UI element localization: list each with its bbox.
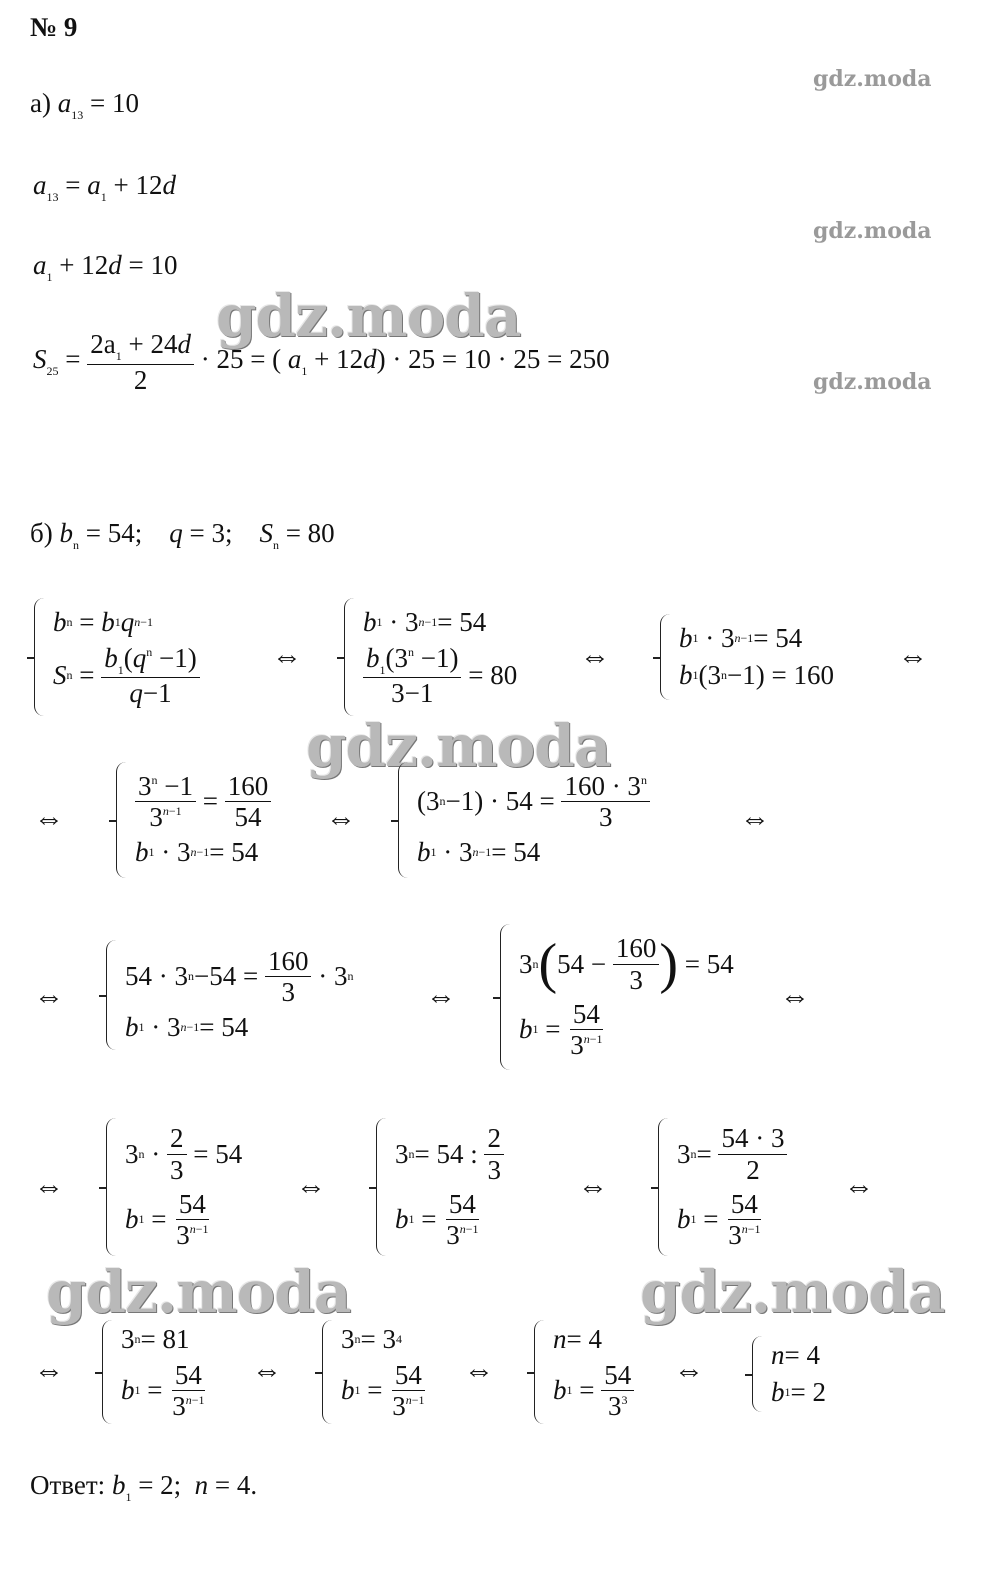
system-2: b 1 · 3 n−1 = 54 $\frac{b_1(3^n -1)}{3-1}$ = 80 xyxy=(344,598,517,716)
system-6: 54 · 3 n −54 = $\frac{160}{3}$ · 3 n b 1 · 3 n−1 = 54 xyxy=(106,940,353,1050)
equiv-6: ⇔ xyxy=(740,802,770,835)
given-sn: = 80 xyxy=(285,518,335,548)
system-4: $\frac{3^n -1}{3^{n-1}}$ = $\frac{160}{54}$ b 1 · 3 n−1 = 54 xyxy=(116,762,271,878)
system-11: 3 n = 81 b 1 = $\frac{54}{3^{n-1}}$ xyxy=(102,1320,208,1424)
answer-label: Ответ: xyxy=(30,1470,106,1500)
system-5: (3 n −1) · 54 = $\frac{160 \cdot 3^n}{3}$ b 1 · 3 n−1 = 54 xyxy=(398,762,650,878)
equiv-9: ⇔ xyxy=(780,980,810,1013)
sum-den: 2 xyxy=(133,364,148,395)
part-a-label: а) xyxy=(30,88,51,118)
given-q: = 3; xyxy=(189,518,233,548)
equiv-1: ⇔ xyxy=(272,640,302,673)
given-bn: = 54; xyxy=(85,518,143,548)
part-b-label: б) xyxy=(30,518,53,548)
watermark-small-2: gdz.moda xyxy=(813,218,932,244)
equiv-11: ⇔ xyxy=(296,1170,326,1203)
equiv-12: ⇔ xyxy=(578,1170,608,1203)
sum-tail-1: · 25 = ( xyxy=(200,344,282,375)
equiv-16: ⇔ xyxy=(464,1354,494,1387)
part-a-line-2: $a_{13} = a_1 + 12d$ xyxy=(33,170,176,204)
sum-num-tail: + 24 xyxy=(128,329,178,359)
system-8: 3 n · $\frac{2}{3}$ = 54 b 1 = $\frac{54}{3^{n-1}}$ xyxy=(106,1118,242,1256)
equiv-2: ⇔ xyxy=(580,640,610,673)
system-9: 3 n = 54 : $\frac{2}{3}$ b 1 = $\frac{54}{3^{n-1}}$ xyxy=(376,1118,504,1256)
equiv-14: ⇔ xyxy=(34,1354,64,1387)
part-a-given: = 10 xyxy=(89,88,139,118)
equiv-13: ⇔ xyxy=(844,1170,874,1203)
equiv-17: ⇔ xyxy=(674,1354,704,1387)
system-7: 3 n ( 54 − $\frac{160}{3}$ ) = 54 b 1 = $\frac{54}{3^{n-1}}$ xyxy=(500,924,734,1070)
system-12: 3 n = 3 4 b 1 = $\frac{54}{3^{n-1}}$ xyxy=(322,1320,428,1424)
equiv-5: ⇔ xyxy=(326,802,356,835)
system-10: 3 n = $\frac{54 \cdot 3}{2}$ b 1 = $\frac{54}{3^{n-1}}$ xyxy=(658,1118,787,1256)
part-a-eq3-rhs: = 10 xyxy=(128,250,178,280)
system-3: b 1 · 3 n−1 = 54 b 1 (3 n −1) = 160 xyxy=(660,614,834,700)
sum-fraction: $\frac{2a_1 + 24d}{2}$ xyxy=(87,330,194,394)
part-b-given: б) $b_n = 54$; q = 3; $S_n = 80$ xyxy=(30,518,335,552)
system-1: b n = b 1 q n−1 S n = $\frac{b_1(q^n -1)}{q-1}$ xyxy=(34,598,200,716)
equiv-3: ⇔ xyxy=(898,640,928,673)
problem-number: № 9 xyxy=(30,12,78,42)
part-a-sum: $S_{25}$ = $\frac{2a_1 + 24d}{2}$ · 25 = ( $a_1 + 12d) \cdot 25 = 10 \cdot 25 = 250$ xyxy=(33,329,610,395)
answer: Ответ: $b_1 = 2$; n = 4. xyxy=(30,1470,258,1504)
equiv-8: ⇔ xyxy=(426,980,456,1013)
watermark-small-3: gdz.moda xyxy=(813,369,932,395)
sum-tail-2: + 12 xyxy=(314,344,364,375)
watermark-big-2: gdz.moda xyxy=(306,712,611,780)
equiv-4: ⇔ xyxy=(34,802,64,835)
answer-b1: = 2; xyxy=(138,1470,182,1500)
equiv-10: ⇔ xyxy=(34,1170,64,1203)
equiv-7: ⇔ xyxy=(34,980,64,1013)
system-13: n = 4 b 1 = $\frac{54}{3^3}$ xyxy=(534,1320,634,1424)
watermark-big-4: gdz.moda xyxy=(640,1258,945,1326)
part-a-line-3: $a_1 + 12d = 10$ xyxy=(33,250,178,284)
part-a-line-1: а) $a_{13} = 10$ xyxy=(30,88,139,122)
watermark-big-3: gdz.moda xyxy=(46,1258,351,1326)
sum-num: 2a xyxy=(90,329,116,359)
part-a-term-2: + 12 xyxy=(59,250,109,280)
watermark-big-1: gdz.moda xyxy=(216,282,521,350)
equiv-15: ⇔ xyxy=(252,1354,282,1387)
part-a-term: + 12 xyxy=(113,170,163,200)
system-14: n = 4 b 1 = 2 xyxy=(752,1336,826,1412)
answer-n: = 4. xyxy=(214,1470,258,1500)
watermark-small-1: gdz.moda xyxy=(813,66,932,92)
sum-tail-3: ) · 25 = 10 · 25 = 250 xyxy=(376,344,610,375)
